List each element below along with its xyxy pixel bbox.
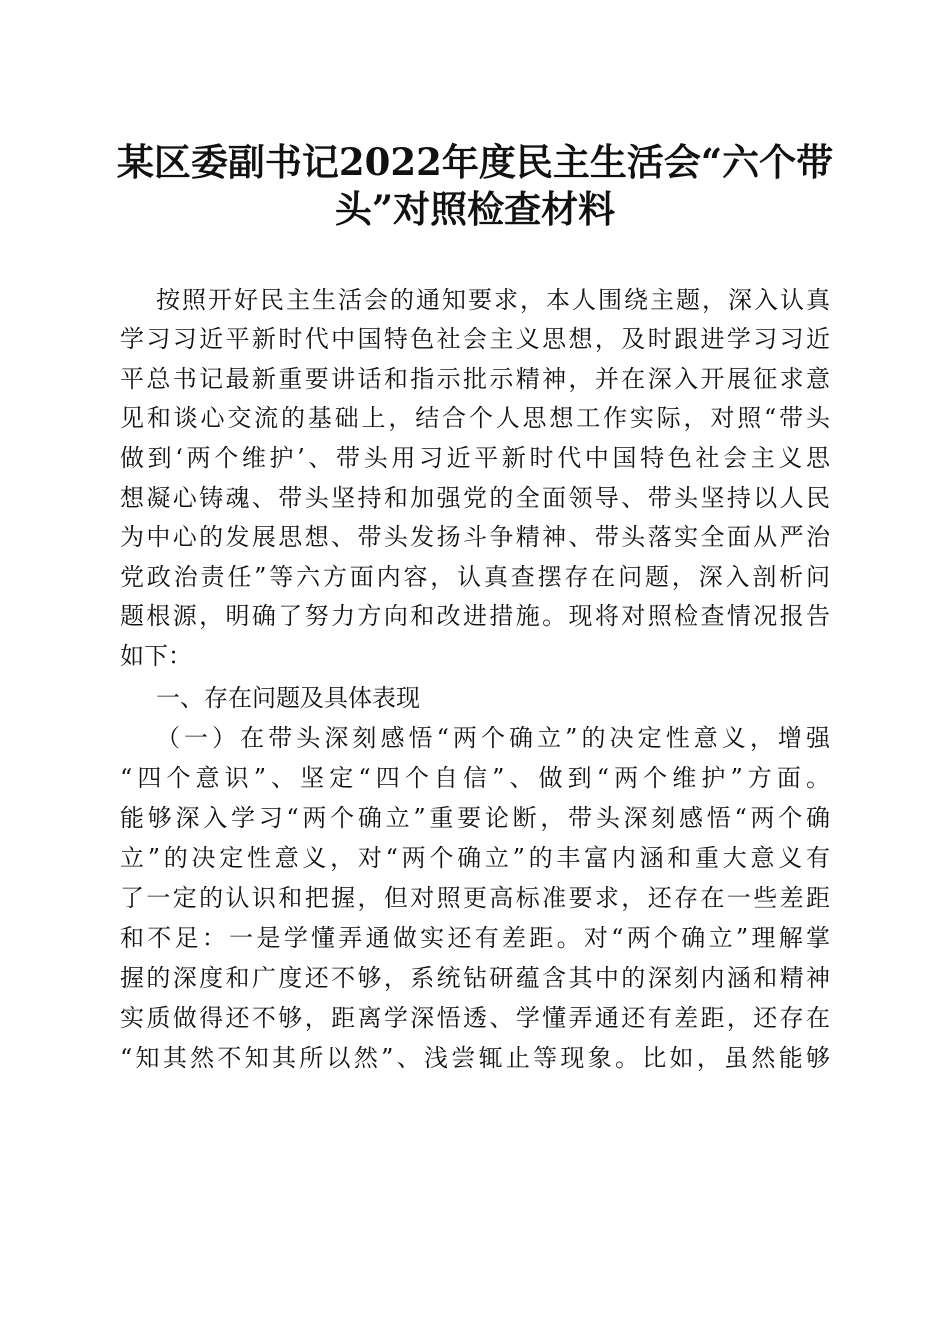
body-line: 握的深度和广度还不够，系统钻研蕴含其中的深刻内涵和精神 — [120, 964, 830, 992]
body-line: 能够深入学习“两个确立”重要论断，带头深刻感悟“两个确 — [120, 804, 830, 832]
body-line: 立”的决定性意义，对“两个确立”的丰富内涵和重大意义有 — [120, 844, 830, 872]
intro-line: 平总书记最新重要讲话和指示批示精神，并在深入开展征求意 — [120, 365, 830, 393]
intro-line: 见和谈心交流的基础上，结合个人思想工作实际，对照“带头 — [120, 404, 830, 432]
document-title-line-2: 头”对照检查材料 — [334, 187, 616, 231]
intro-line: 按照开好民主生活会的通知要求，本人围绕主题，深入认真 — [156, 286, 830, 314]
body-line: （一）在带头深刻感悟“两个确立”的决定性意义，增强 — [156, 724, 830, 752]
intro-line: 学习习近平新时代中国特色社会主义思想，及时跟进学习习近 — [120, 325, 830, 353]
body-line: “知其然不知其所以然”、浅尝辄止等现象。比如，虽然能够 — [120, 1044, 830, 1072]
body-line: 了一定的认识和把握，但对照更高标准要求，还存在一些差距 — [120, 884, 830, 912]
intro-line: 党政治责任”等六方面内容，认真查摆存在问题，深入剖析问 — [120, 563, 830, 591]
section-heading: 一、存在问题及具体表现 — [156, 684, 420, 712]
body-line: 和不足：一是学懂弄通做实还有差距。对“两个确立”理解掌 — [120, 924, 830, 952]
intro-line: 如下： — [120, 642, 192, 670]
body-line: “四个意识”、坚定“四个自信”、做到“两个维护”方面。 — [120, 764, 830, 792]
intro-line: 为中心的发展思想、带头发扬斗争精神、带头落实全面从严治 — [120, 523, 830, 551]
intro-line: 想凝心铸魂、带头坚持和加强党的全面领导、带头坚持以人民 — [120, 484, 830, 512]
body-line: 实质做得还不够，距离学深悟透、学懂弄通还有差距，还存在 — [120, 1004, 830, 1032]
intro-line: 做到‘两个维护’、带头用习近平新时代中国特色社会主义思 — [120, 444, 830, 472]
document-title-line-1: 某区委副书记2022年度民主生活会“六个带 — [116, 140, 834, 184]
intro-line: 题根源，明确了努力方向和改进措施。现将对照检查情况报告 — [120, 602, 830, 630]
